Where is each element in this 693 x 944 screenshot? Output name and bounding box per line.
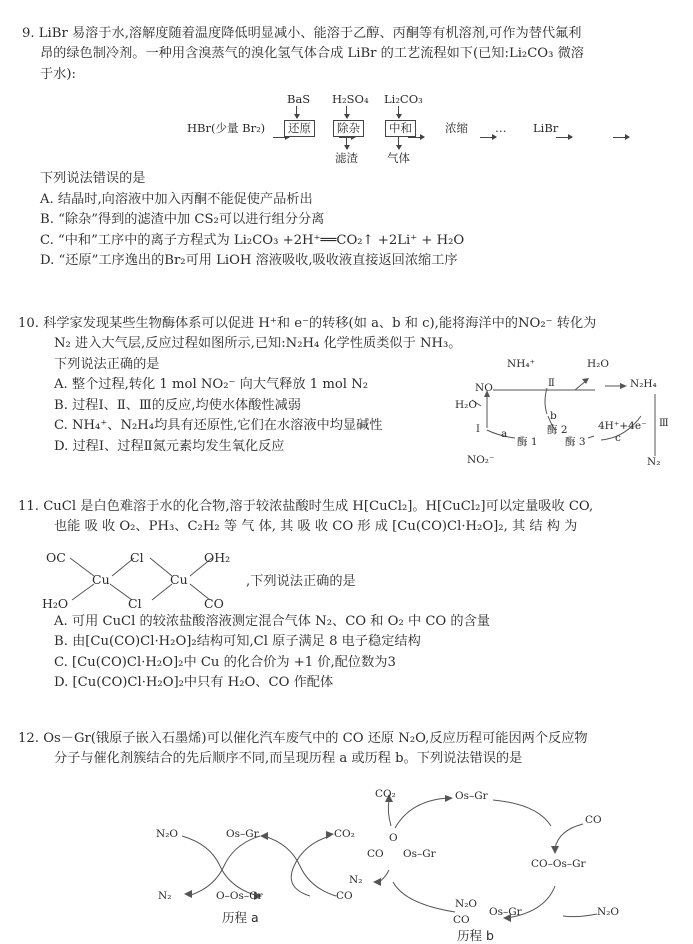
flow-arrow-4 xyxy=(480,137,496,138)
flow-product-libr: LiBr xyxy=(533,121,559,136)
diagram-process-3: Ⅲ xyxy=(659,418,669,429)
question-12 xyxy=(18,729,690,770)
cycle-b-n2o-right: N₂O xyxy=(597,906,620,918)
question-10-option-a[interactable]: A. 整个过程,转化 1 mol NO₂⁻ 向大气释放 1 mol N₂ xyxy=(54,377,369,393)
question-9-option-b[interactable]: B. “除杂”得到的滤渣中加 CS₂可以进行组分分离 xyxy=(40,212,325,228)
flow-arrow-6 xyxy=(613,137,629,138)
flow-step-purification: 除杂 xyxy=(333,120,364,136)
structure-cu-left: Cu xyxy=(92,571,110,587)
question-12-line-1 xyxy=(18,729,690,749)
question-9-option-c[interactable]: C. “中和”工序中的离子方程式为 Li₂CO₃ +2H⁺══CO₂↑ +2Li⁺ + H₂O xyxy=(40,232,465,248)
flow-arrow-down-gas xyxy=(398,137,399,149)
diagram-species-n2h4: N₂H₄ xyxy=(630,378,657,390)
structure-h2o: H₂O xyxy=(42,595,69,611)
diagram-enzyme-3: 酶 3 xyxy=(565,436,586,448)
flow-arrow-down-li2co3 xyxy=(398,106,399,118)
diagram-carrier-b: b xyxy=(550,410,557,422)
question-11-option-c[interactable]: C. [Cu(CO)Cl·H₂O]₂中 Cu 的化合价为 +1 价,配位数为3 xyxy=(54,654,396,670)
question-11-option-b[interactable]: B. 由[Cu(CO)Cl·H₂O]₂结构可知,Cl 原子满足 8 电子稳定结构 xyxy=(54,634,421,650)
question-11-stem-line-2: 也能 吸 收 O₂、PH₃、C₂H₂ 等 气 体, 其 吸 收 CO 形 成 [Cu(CO)Cl·H₂O]₂, 其 结 构 为 xyxy=(54,519,578,535)
flow-arrow-down-bas xyxy=(296,106,297,118)
question-10-line-1 xyxy=(18,314,688,334)
structure-cl-bottom: Cl xyxy=(128,595,142,611)
flow-byproduct-gas: 气体 xyxy=(387,151,410,166)
question-11 xyxy=(18,497,690,694)
cycle-b-osgr: Os–Gr xyxy=(455,790,488,802)
flow-input-label: HBr(少量 Br₂) xyxy=(187,121,266,136)
cycle-a-co: CO xyxy=(336,890,353,902)
question-12-cycle-b xyxy=(345,786,625,943)
flow-step-concentration: 浓缩 xyxy=(445,121,468,136)
cycle-b-inter-co: CO xyxy=(453,914,470,926)
diagram-enzyme-2: 酶 2 xyxy=(547,424,568,436)
question-10-option-d[interactable]: D. 过程Ⅰ、过程Ⅱ氮元素均发生氧化反应 xyxy=(54,438,285,454)
flow-byproduct-residue: 滤渣 xyxy=(335,151,358,166)
question-9-line-1 xyxy=(22,24,682,44)
question-11-line-1 xyxy=(18,497,690,517)
question-10-stem-line-2: N₂ 进入大气层,反应过程如图所示,已知:N₂H₄ 化学性质类似于 NH₃。 xyxy=(54,336,462,352)
diagram-species-n2: N₂ xyxy=(647,456,661,468)
cycle-b-inter2-osgr: Os–Gr xyxy=(403,848,436,860)
cycle-a-osgr: Os–Gr xyxy=(226,828,259,840)
question-11-stem-line-1: CuCl 是白色难溶于水的化合物,溶于较浓盐酸时生成 H[CuCl₂]。H[CuCl₂]可以定量吸收 CO, xyxy=(43,499,594,514)
question-12-number: 12. xyxy=(18,731,39,746)
question-10-diagram xyxy=(455,358,693,478)
flow-arrow-1 xyxy=(273,137,289,138)
flow-arrow-3 xyxy=(408,137,424,138)
flow-step-reduction: 还原 xyxy=(284,120,315,136)
cycle-a-co2: CO₂ xyxy=(334,828,355,840)
diagram-carrier-a: a xyxy=(501,428,508,440)
question-11-number: 11. xyxy=(18,499,39,514)
question-11-structure xyxy=(18,540,690,612)
diagram-species-no2: NO₂⁻ xyxy=(467,454,495,466)
cycle-b-co-osgr: CO–Os–Gr xyxy=(531,858,586,870)
question-10-number: 10. xyxy=(18,316,39,331)
cycle-b-inter2-co: CO xyxy=(367,848,384,860)
diagram-species-nh4: NH₄⁺ xyxy=(507,358,536,370)
question-10-prompt: 下列说法正确的是 xyxy=(54,356,160,372)
question-10-option-c[interactable]: C. NH₄⁺、N₂H₄均具有还原性,它们在水溶液中均显碱性 xyxy=(54,418,383,434)
question-9-option-d[interactable]: D. “还原”工序逸出的Br₂可用 LiOH 溶液吸收,吸收液直接返回浓缩工序 xyxy=(40,253,458,269)
question-11-option-a[interactable]: A. 可用 CuCl 的较浓盐酸溶液测定混合气体 N₂、CO 和 O₂ 中 CO 的含量 xyxy=(54,613,490,629)
cycle-b-co: CO xyxy=(585,814,602,826)
diagram-electrons: 4H⁺+4e⁻ xyxy=(598,420,647,432)
cycle-b-label: 历程 b xyxy=(457,928,494,943)
flow-step-neutralization: 中和 xyxy=(385,120,416,136)
diagram-species-h2o-right: H₂O xyxy=(587,358,609,370)
question-12-cycle-a xyxy=(140,804,370,929)
question-10-stem-line-1: 科学家发现某些生物酶体系可以促进 H⁺和 e⁻的转移(如 a、b 和 c),能将海洋中的NO₂⁻ 转化为 xyxy=(43,316,597,331)
question-9-stem-line-3: 于水): xyxy=(40,66,76,82)
structure-co: CO xyxy=(204,595,224,611)
question-9-option-a[interactable]: A. 结晶时,向溶液中加入丙酮不能促使产品析出 xyxy=(40,191,313,207)
cycle-b-inter-osgr: Os–Gr xyxy=(489,906,522,918)
question-12-stem-line-1: Os－Gr(锇原子嵌入石墨烯)可以催化汽车废气中的 CO 还原 N₂O,反应历程可能因两个反应物 xyxy=(43,731,588,746)
cycle-b-inter2-o: O xyxy=(389,832,398,844)
flow-arrow-down-h2so4 xyxy=(346,106,347,118)
cycle-b-inter-n2o: N₂O xyxy=(455,898,478,910)
structure-cu-right: Cu xyxy=(170,571,188,587)
cycle-a-n2: N₂ xyxy=(158,890,172,902)
flow-arrow-down-residue xyxy=(346,137,347,149)
diagram-process-2: Ⅱ xyxy=(548,378,555,389)
question-9 xyxy=(22,24,682,272)
diagram-species-no: NO xyxy=(475,382,493,394)
flow-reagent-h2so4: H₂SO₄ xyxy=(332,92,369,107)
cycle-a-o-osgr: O–Os–Gr xyxy=(216,890,263,902)
diagram-process-1: Ⅰ xyxy=(476,424,480,435)
question-10-option-b[interactable]: B. 过程Ⅰ、Ⅱ、Ⅲ的反应,均使水体酸性减弱 xyxy=(54,397,301,413)
structure-cl-top: Cl xyxy=(130,549,144,565)
question-12-stem-line-2: 分子与催化剂簇结合的先后顺序不同,而呈现历程 a 或历程 b。下列说法错误的是 xyxy=(54,751,523,767)
structure-oh2: OH₂ xyxy=(204,549,231,565)
structure-oc: OC xyxy=(46,549,66,565)
cycle-a-label: 历程 a xyxy=(222,910,259,925)
flow-reagent-li2co3: Li₂CO₃ xyxy=(384,92,423,107)
question-9-stem-line-2: 昂的绿色制冷剂。一种用含溴蒸气的溴化氢气体合成 LiBr 的工艺流程如下(已知:Li₂CO₃ 微溶 xyxy=(40,46,584,62)
diagram-species-h2o-left: H₂O xyxy=(455,399,477,411)
question-9-stem-line-1: LiBr 易溶于水,溶解度随着温度降低明显减小、能溶于乙醇、丙酮等有机溶剂,可作为替代氟利 xyxy=(38,26,582,41)
cycle-a-n2o: N₂O xyxy=(156,828,179,840)
question-9-prompt: 下列说法错误的是 xyxy=(40,171,146,187)
flow-reagent-bas: BaS xyxy=(287,92,311,107)
question-9-flow-diagram xyxy=(22,89,682,167)
diagram-carrier-c: c xyxy=(615,432,621,444)
flow-ellipsis: … xyxy=(495,121,508,136)
diagram-enzyme-1: 酶 1 xyxy=(517,436,538,448)
question-11-trailing-text: ,下列说法正确的是 xyxy=(246,573,356,589)
cycle-b-n2: N₂ xyxy=(349,874,363,886)
question-11-option-d[interactable]: D. [Cu(CO)Cl·H₂O]₂中只有 H₂O、CO 作配体 xyxy=(54,675,334,691)
cycle-b-co2: CO₂ xyxy=(375,788,396,800)
question-9-number: 9. xyxy=(22,26,35,41)
